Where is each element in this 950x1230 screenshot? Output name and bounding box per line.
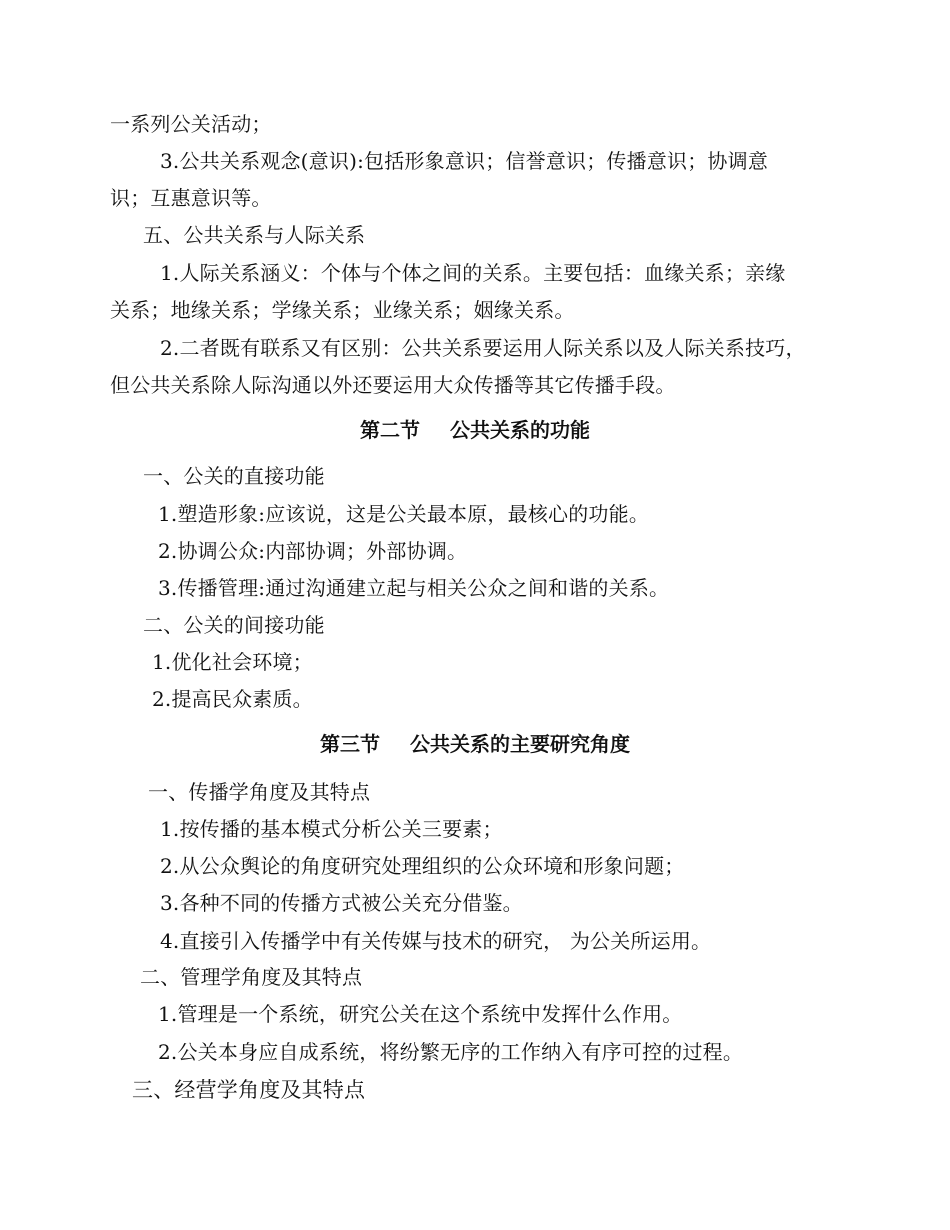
body-line: 1.塑造形象:应该说，这是公关最本原，最核心的功能。 [158,502,650,526]
body-line: 1.优化社会环境； [152,650,313,674]
body-line: 识；互惠意识等。 [110,186,272,210]
section-number: 第三节 [320,732,380,756]
body-line: 1.按传播的基本模式分析公关三要素； [160,817,503,841]
subsection-heading: 一、公关的直接功能 [143,464,325,488]
body-line: 3.各种不同的传播方式被公关充分借鉴。 [160,891,523,915]
section-title: 公共关系的主要研究角度 [410,732,630,756]
body-line: 1.管理是一个系统，研究公关在这个系统中发挥什么作用。 [158,1002,683,1026]
section-heading-2 [0,416,950,444]
body-line: 2.二者既有联系又有区别：公共关系要运用人际关系以及人际关系技巧， [160,336,806,360]
body-line: 但公共关系除人际沟通以外还要运用大众传播等其它传播手段。 [110,373,676,397]
subsection-heading: 二、管理学角度及其特点 [140,965,363,989]
section-title: 公共关系的功能 [450,418,590,442]
body-line: 4.直接引入传播学中有关传媒与技术的研究， 为公关所运用。 [160,929,712,953]
body-line: 1.人际关系涵义：个体与个体之间的关系。主要包括：血缘关系；亲缘 [160,261,786,285]
section-number: 第二节 [360,418,420,442]
body-line: 关系；地缘关系；学缘关系；业缘关系；姻缘关系。 [110,298,575,322]
subsection-heading: 五、公共关系与人际关系 [143,223,366,247]
subsection-heading: 一、传播学角度及其特点 [148,780,371,804]
body-line: 一系列公关活动； [110,112,272,136]
body-line: 2.协调公众:内部协调；外部协调。 [158,539,468,563]
body-line: 2.从公众舆论的角度研究处理组织的公众环境和形象问题； [160,854,685,878]
body-line: 2.公关本身应自成系统，将纷繁无序的工作纳入有序可控的过程。 [158,1040,744,1064]
body-line: 3.传播管理:通过沟通建立起与相关公众之间和谐的关系。 [158,576,670,600]
subsection-heading: 二、公关的间接功能 [143,613,325,637]
section-heading-3 [0,730,950,758]
subsection-heading: 三、经营学角度及其特点 [132,1078,366,1102]
body-line: 2.提高民众素质。 [152,687,313,711]
body-line: 3.公共关系观念(意识):包括形象意识；信誉意识；传播意识；协调意 [160,149,769,173]
